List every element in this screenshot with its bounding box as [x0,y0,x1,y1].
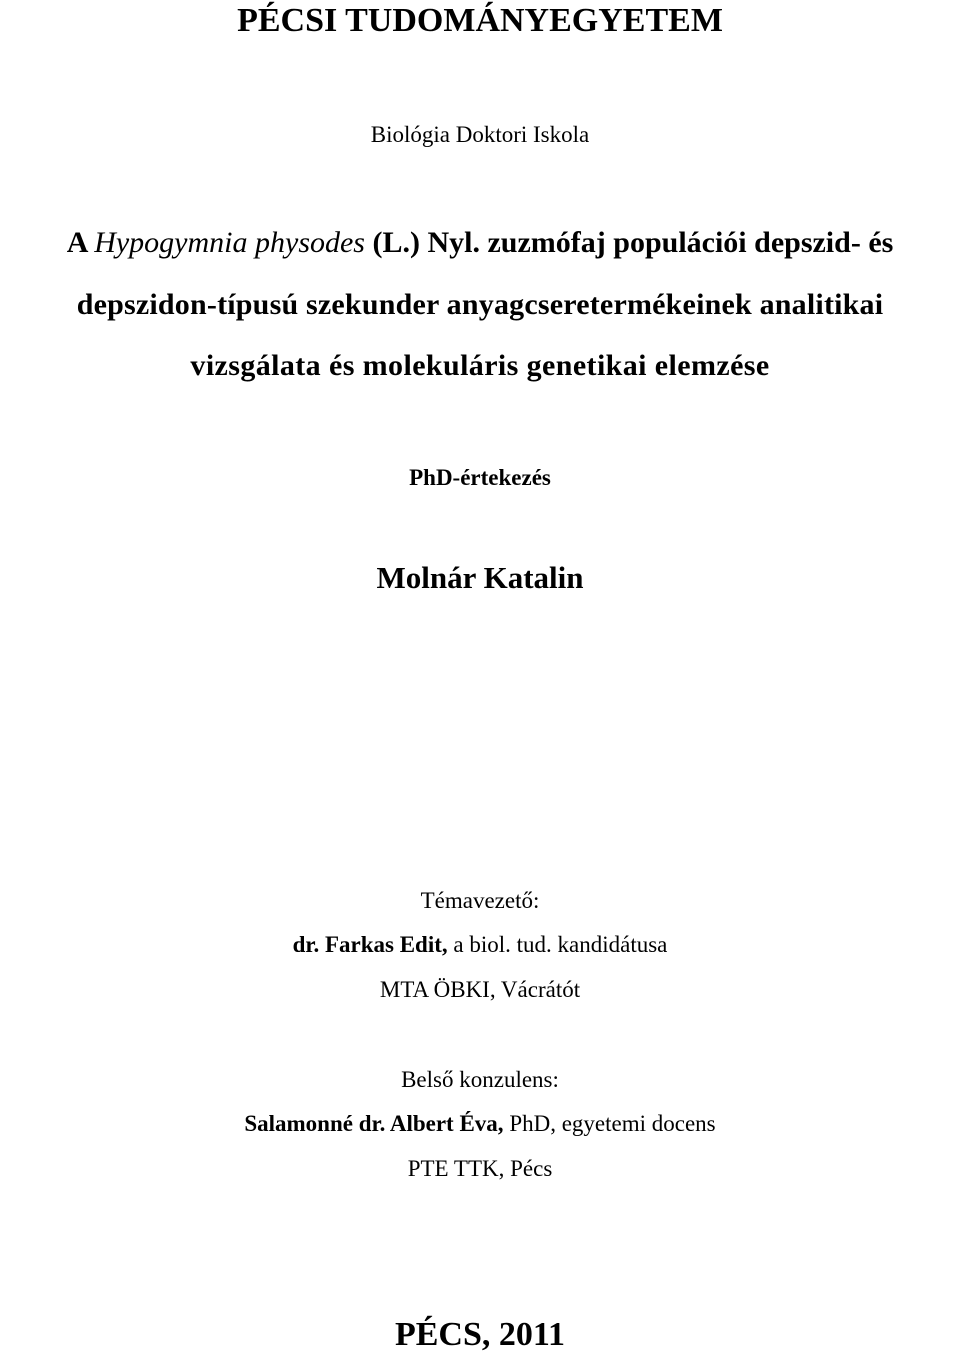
doctoral-school: Biológia Doktori Iskola [370,122,590,147]
title-prefix: A [66,226,95,259]
thesis-title-line-1 [0,226,960,260]
thesis-title-line-3: vizsgálata és molekuláris genetikai elemzése [190,349,770,382]
place-and-year: PÉCS, 2011 [394,1316,566,1353]
university-name: PÉCSI TUDOMÁNYEGYETEM [237,2,723,39]
consultant-institution: PTE TTK, Pécs [407,1156,553,1181]
consultant-degree: PhD, egyetemi docens [503,1111,716,1136]
supervisor-name: dr. Farkas Edit, [292,932,448,957]
thesis-title-line-2: depszidon-típusú szekunder anyagcseretermékeinek analitikai [76,288,884,321]
title-line-1-rest: (L.) Nyl. zuzmófaj populációi depszid- és [364,226,894,259]
species-name: Hypogymnia physodes [94,226,365,259]
supervisor-label: Témavezető: [420,888,540,913]
supervisor-institution: MTA ÖBKI, Vácrátót [379,977,581,1002]
consultant-label: Belső konzulens: [401,1067,559,1092]
author-name: Molnár Katalin [376,560,584,595]
supervisor-degree: a biol. tud. kandidátusa [447,932,668,957]
document-type: PhD-értekezés [409,465,551,490]
consultant-line [0,1111,960,1137]
supervisor-line [0,932,960,958]
consultant-name: Salamonné dr. Albert Éva, [244,1111,504,1136]
